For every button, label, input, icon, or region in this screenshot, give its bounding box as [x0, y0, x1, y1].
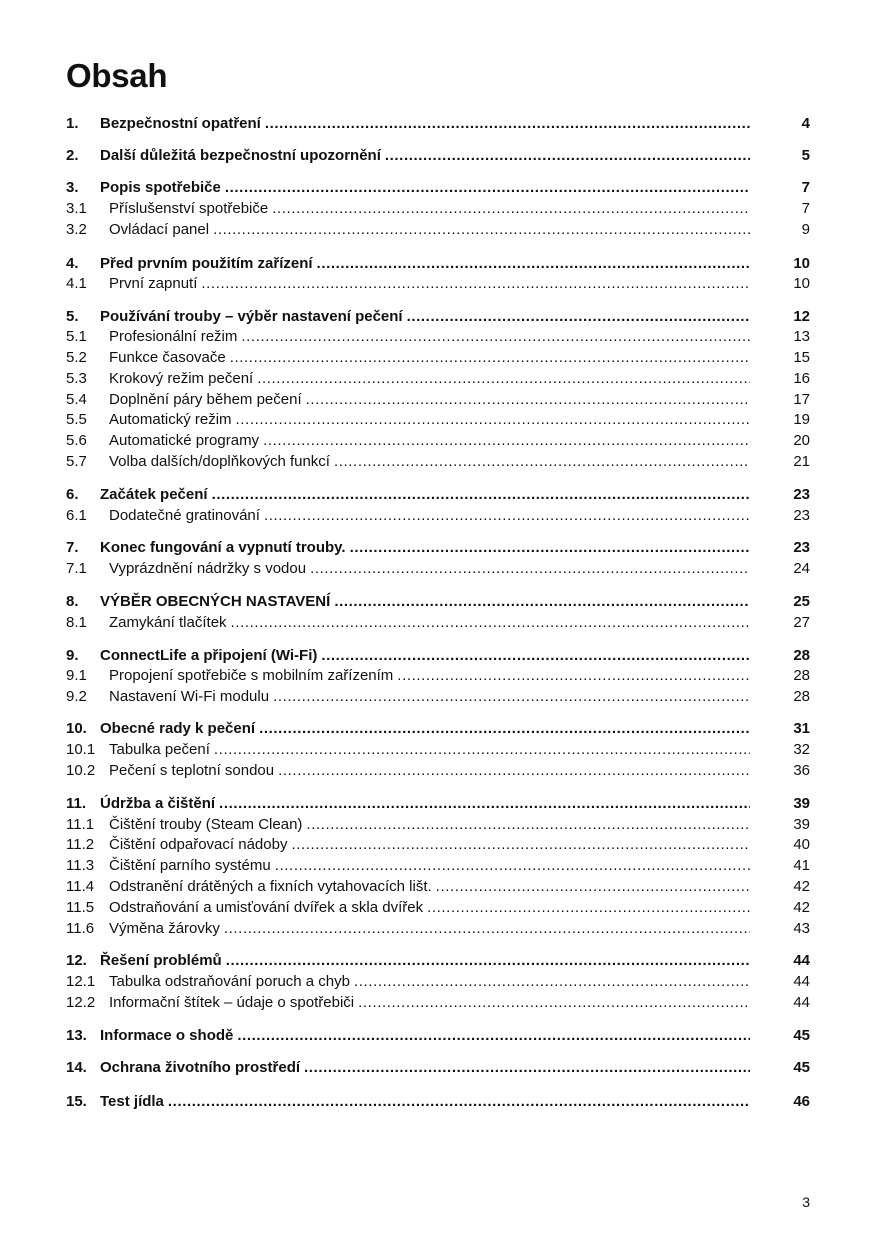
- toc-entry-number: 3.2: [66, 221, 87, 238]
- toc-entry-page: 43: [793, 920, 810, 937]
- toc-entry-number: 11.5: [66, 899, 95, 916]
- toc-entry[interactable]: [66, 794, 810, 814]
- toc-entry[interactable]: [66, 919, 810, 939]
- toc-entry-label: Čištění trouby (Steam Clean): [109, 816, 303, 833]
- toc-entry-page: 4: [801, 115, 810, 132]
- toc-entry-number: 11.3: [66, 857, 95, 874]
- toc-entry-number: 5.: [66, 308, 79, 325]
- toc-entry-label: Příslušenství spotřebiče: [109, 200, 269, 217]
- toc-entry-label: Funkce časovače: [109, 349, 226, 366]
- toc-entry-page: 45: [793, 1027, 810, 1044]
- toc-entry-number: 11.4: [66, 878, 95, 895]
- toc-entry-label: Čištění odpařovací nádoby: [109, 836, 288, 853]
- toc-entry[interactable]: [66, 666, 810, 686]
- toc-entry-label: Popis spotřebiče: [100, 179, 221, 196]
- toc-entry-number: 9.1: [66, 667, 87, 684]
- toc-entry-page: 41: [793, 857, 810, 874]
- toc-entry[interactable]: [66, 452, 810, 472]
- toc-entry-label: ConnectLife a připojení (Wi-Fi): [100, 647, 318, 664]
- dot-leader: [272, 199, 750, 219]
- dot-leader: [257, 369, 750, 389]
- toc-entry-page: 39: [793, 795, 810, 812]
- toc-entry-number: 6.: [66, 486, 79, 503]
- dot-leader: [358, 993, 750, 1013]
- toc-entry-number: 4.1: [66, 275, 87, 292]
- dot-leader: [427, 898, 750, 918]
- toc-entry-number: 7.: [66, 539, 79, 556]
- toc-entry-label: Řešení problémů: [100, 952, 222, 969]
- toc-entry[interactable]: [66, 646, 810, 666]
- toc-entry-label: Nastavení Wi-Fi modulu: [109, 688, 270, 705]
- toc-entry-number: 2.: [66, 147, 79, 164]
- toc-entry-number: 5.5: [66, 411, 87, 428]
- toc-entry-page: 42: [793, 878, 810, 895]
- toc-entry[interactable]: [66, 538, 810, 558]
- dot-leader: [321, 646, 750, 666]
- toc-entry-page: 31: [793, 720, 810, 737]
- dot-leader: [214, 740, 750, 760]
- dot-leader: [263, 431, 750, 451]
- dot-leader: [304, 1058, 750, 1078]
- toc-entry[interactable]: [66, 307, 810, 327]
- toc-entry[interactable]: [66, 559, 810, 579]
- toc-entry-label: Automatický režim: [109, 411, 232, 428]
- toc-entry-number: 5.3: [66, 370, 87, 387]
- dot-leader: [230, 348, 750, 368]
- dot-leader: [264, 506, 750, 526]
- toc-entry-label: Konec fungování a vypnutí trouby.: [100, 539, 346, 556]
- dot-leader: [397, 666, 750, 686]
- dot-leader: [265, 114, 750, 134]
- toc-entry-number: 5.7: [66, 453, 87, 470]
- toc-entry-label: Dodatečné gratinování: [109, 507, 260, 524]
- toc-entry-label: Čištění parního systému: [109, 857, 271, 874]
- dot-leader: [201, 274, 750, 294]
- dot-leader: [236, 410, 750, 430]
- toc-entry-label: Používání trouby – výběr nastavení pečení: [100, 308, 403, 325]
- toc-entry-page: 13: [793, 328, 810, 345]
- toc-entry-label: Údržba a čištění: [100, 795, 216, 812]
- toc-entry-label: Pečení s teplotní sondou: [109, 762, 275, 779]
- toc-entry[interactable]: [66, 898, 810, 918]
- toc-entry-label: VÝBĚR OBECNÝCH NASTAVENÍ: [100, 593, 331, 610]
- toc-entry-number: 9.2: [66, 688, 87, 705]
- toc-entry[interactable]: [66, 114, 810, 134]
- dot-leader: [213, 220, 750, 240]
- dot-leader: [310, 559, 750, 579]
- toc-entry-page: 44: [793, 994, 810, 1011]
- toc-entry[interactable]: [66, 506, 810, 526]
- dot-leader: [306, 815, 750, 835]
- toc-entry-number: 11.6: [66, 920, 95, 937]
- toc-entry-label: Volba dalších/doplňkových funkcí: [109, 453, 330, 470]
- toc-entry-label: Automatické programy: [109, 432, 260, 449]
- dot-leader: [259, 719, 750, 739]
- toc-entry-label: Krokový režim pečení: [109, 370, 254, 387]
- toc-entry[interactable]: [66, 613, 810, 633]
- toc-entry[interactable]: [66, 220, 810, 240]
- dot-leader: [354, 972, 750, 992]
- toc-entry-page: 44: [793, 973, 810, 990]
- toc-entry[interactable]: [66, 178, 810, 198]
- toc-entry-page: 23: [793, 486, 810, 503]
- toc-entry[interactable]: [66, 740, 810, 760]
- toc-entry-label: Ochrana životního prostředí: [100, 1059, 301, 1076]
- toc-entry[interactable]: [66, 972, 810, 992]
- toc-entry-page: 16: [793, 370, 810, 387]
- dot-leader: [168, 1092, 750, 1112]
- dot-leader: [231, 613, 750, 633]
- toc-entry-page: 39: [793, 816, 810, 833]
- dot-leader: [278, 761, 750, 781]
- toc-entry[interactable]: [66, 369, 810, 389]
- toc-entry[interactable]: [66, 348, 810, 368]
- toc-entry-page: 10: [793, 275, 810, 292]
- toc-entry-page: 46: [793, 1093, 810, 1110]
- toc-entry-page: 32: [793, 741, 810, 758]
- dot-leader: [226, 951, 750, 971]
- toc-entry-page: 7: [801, 200, 810, 217]
- toc-entry-number: 3.1: [66, 200, 87, 217]
- toc-entry-page: 28: [793, 647, 810, 664]
- toc-entry-number: 5.6: [66, 432, 87, 449]
- toc-entry-number: 11.1: [66, 816, 95, 833]
- toc-entry-label: Zamykání tlačítek: [109, 614, 227, 631]
- toc-entry-page: 23: [793, 539, 810, 556]
- toc-entry-label: Odstranění drátěných a fixních vytahovacích lišt.: [109, 878, 432, 895]
- toc-entry-number: 13.: [66, 1027, 87, 1044]
- toc-entry-page: 21: [793, 453, 810, 470]
- dot-leader: [436, 877, 750, 897]
- toc-entry[interactable]: [66, 146, 810, 166]
- toc-entry-label: Test jídla: [100, 1093, 164, 1110]
- toc-entry[interactable]: [66, 485, 810, 505]
- toc-entry[interactable]: [66, 1092, 810, 1112]
- toc-entry-page: 25: [793, 593, 810, 610]
- toc-entry-label: Odstraňování a umisťování dvířek a skla dvířek: [109, 899, 424, 916]
- toc-entry[interactable]: [66, 719, 810, 739]
- toc-entry[interactable]: [66, 431, 810, 451]
- toc-entry-label: Vyprázdnění nádržky s vodou: [109, 560, 307, 577]
- toc-entry[interactable]: [66, 687, 810, 707]
- toc-entry-number: 5.2: [66, 349, 87, 366]
- toc-entry-page: 17: [793, 391, 810, 408]
- dot-leader: [407, 307, 750, 327]
- toc-entry-page: 44: [793, 952, 810, 969]
- toc-entry-label: Doplnění páry během pečení: [109, 391, 302, 408]
- toc-entry[interactable]: [66, 199, 810, 219]
- toc-entry[interactable]: [66, 761, 810, 781]
- toc-entry-number: 10.: [66, 720, 87, 737]
- dot-leader: [317, 254, 750, 274]
- toc-entry-number: 11.: [66, 795, 87, 812]
- toc-entry-label: Profesionální režim: [109, 328, 238, 345]
- toc-entry-label: Tabulka pečení: [109, 741, 210, 758]
- toc-entry-number: 8.1: [66, 614, 87, 631]
- dot-leader: [224, 919, 750, 939]
- toc-entry-page: 45: [793, 1059, 810, 1076]
- toc-entry-page: 28: [793, 667, 810, 684]
- dot-leader: [306, 390, 750, 410]
- toc-entry-label: Začátek pečení: [100, 486, 208, 503]
- toc-entry-page: 20: [793, 432, 810, 449]
- toc-entry[interactable]: [66, 1058, 810, 1078]
- toc-entry-number: 10.2: [66, 762, 96, 779]
- toc-entry[interactable]: [66, 815, 810, 835]
- toc-entry-page: 24: [793, 560, 810, 577]
- toc-entry-page: 42: [793, 899, 810, 916]
- toc-entry-number: 14.: [66, 1059, 87, 1076]
- toc-entry[interactable]: [66, 993, 810, 1013]
- dot-leader: [350, 538, 750, 558]
- toc-entry-number: 5.1: [66, 328, 87, 345]
- dot-leader: [385, 146, 750, 166]
- toc-entry-number: 12.: [66, 952, 87, 969]
- toc-entry-number: 12.1: [66, 973, 96, 990]
- toc-entry-number: 5.4: [66, 391, 87, 408]
- toc-entry-page: 36: [793, 762, 810, 779]
- toc-entry-page: 27: [793, 614, 810, 631]
- dot-leader: [225, 178, 750, 198]
- toc-entry-label: Propojení spotřebiče s mobilním zařízením: [109, 667, 394, 684]
- toc-entry-label: Tabulka odstraňování poruch a chyb: [109, 973, 350, 990]
- toc-entry-page: 10: [793, 255, 810, 272]
- toc-entry-label: Bezpečnostní opatření: [100, 115, 261, 132]
- toc-entry[interactable]: [66, 877, 810, 897]
- toc-entry-page: 40: [793, 836, 810, 853]
- toc-entry-page: 28: [793, 688, 810, 705]
- dot-leader: [241, 327, 750, 347]
- toc-entry-number: 12.2: [66, 994, 96, 1011]
- toc-entry[interactable]: [66, 274, 810, 294]
- toc-entry-label: Informační štítek – údaje o spotřebiči: [109, 994, 355, 1011]
- toc-entry[interactable]: [66, 835, 810, 855]
- toc-entry-page: 23: [793, 507, 810, 524]
- toc-entry-label: První zapnutí: [109, 275, 198, 292]
- toc-entry-label: Další důležitá bezpečnostní upozornění: [100, 147, 381, 164]
- toc-entry-number: 3.: [66, 179, 79, 196]
- toc-entry-page: 9: [801, 221, 810, 238]
- toc-entry[interactable]: [66, 390, 810, 410]
- toc-entry-label: Obecné rady k pečení: [100, 720, 256, 737]
- toc-entry-page: 19: [793, 411, 810, 428]
- page-title: Obsah: [66, 57, 168, 94]
- toc-entry-number: 7.1: [66, 560, 87, 577]
- dot-leader: [273, 687, 750, 707]
- dot-leader: [212, 485, 750, 505]
- toc-entry[interactable]: [66, 951, 810, 971]
- toc-entry-label: Ovládací panel: [109, 221, 210, 238]
- toc-entry-page: 7: [801, 179, 810, 196]
- toc-entry-label: Informace o shodě: [100, 1027, 234, 1044]
- toc-entry-page: 5: [801, 147, 810, 164]
- dot-leader: [334, 452, 750, 472]
- toc-entry-page: 12: [793, 308, 810, 325]
- toc-entry-number: 9.: [66, 647, 79, 664]
- toc-entry-number: 15.: [66, 1093, 87, 1110]
- toc-entry[interactable]: [66, 327, 810, 347]
- dot-leader: [275, 856, 750, 876]
- toc-entry[interactable]: [66, 254, 810, 274]
- toc-entry-number: 8.: [66, 593, 79, 610]
- toc-entry-label: Před prvním použitím zařízení: [100, 255, 313, 272]
- toc-entry-number: 4.: [66, 255, 79, 272]
- dot-leader: [334, 592, 750, 612]
- toc-entry-number: 10.1: [66, 741, 96, 758]
- page-number: 3: [802, 1194, 810, 1210]
- toc-entry[interactable]: [66, 856, 810, 876]
- dot-leader: [219, 794, 750, 814]
- toc-entry-page: 15: [793, 349, 810, 366]
- toc-entry[interactable]: [66, 410, 810, 430]
- toc-entry-label: Výměna žárovky: [109, 920, 220, 937]
- toc-entry[interactable]: [66, 592, 810, 612]
- toc-entry-number: 6.1: [66, 507, 87, 524]
- dot-leader: [291, 835, 750, 855]
- toc-entry[interactable]: [66, 1026, 810, 1046]
- dot-leader: [237, 1026, 750, 1046]
- toc-entry-number: 1.: [66, 115, 79, 132]
- toc-entry-number: 11.2: [66, 836, 95, 853]
